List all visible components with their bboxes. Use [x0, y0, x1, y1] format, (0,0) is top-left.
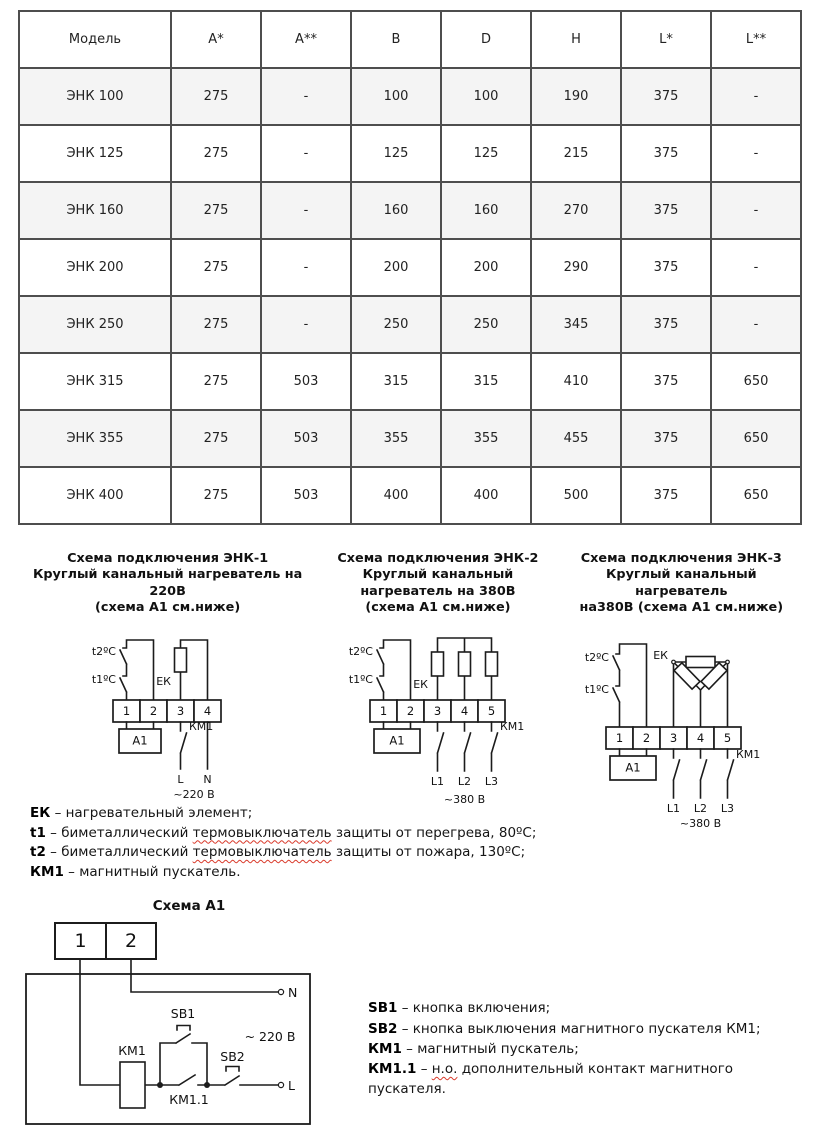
cell: - [261, 182, 351, 239]
legend-text: защиты от перегрева, 80ºС; [331, 824, 537, 841]
cell: 315 [441, 353, 531, 410]
terminal-1: 1 [380, 704, 388, 718]
cell: 375 [621, 239, 711, 296]
cell: 650 [711, 353, 801, 410]
legend-text: – магнитный пускатель; [406, 1040, 579, 1057]
cell-model: ЭНК 315 [19, 353, 171, 410]
terminal-2: 2 [407, 704, 415, 718]
schema-a1-block [18, 898, 354, 1144]
cell: 375 [621, 410, 711, 467]
col-header: B [351, 11, 441, 68]
cell: 160 [351, 182, 441, 239]
enk1-a1-module [119, 722, 161, 753]
cell: 125 [441, 125, 531, 182]
cell: 100 [351, 68, 441, 125]
terminal-2: 2 [124, 930, 138, 953]
a1-box-label: А1 [389, 733, 406, 748]
l-terminal-label: L [288, 1078, 295, 1094]
t1-label: t1ºC [349, 673, 374, 686]
heater-resistor [686, 657, 715, 668]
cell: - [261, 68, 351, 125]
line-l-label: L [177, 773, 184, 786]
table-row [19, 353, 801, 410]
cell: 275 [171, 410, 261, 467]
cell: - [261, 125, 351, 182]
legend-line [30, 843, 550, 863]
cell: 160 [441, 182, 531, 239]
cell: 315 [351, 353, 441, 410]
enk3-diagram [576, 622, 786, 830]
cell: - [261, 296, 351, 353]
t1-label: t1ºC [585, 683, 610, 696]
legend-line [368, 1059, 804, 1100]
cell: 250 [441, 296, 531, 353]
terminal-4: 4 [697, 731, 705, 745]
cell: 275 [171, 68, 261, 125]
cell: - [711, 182, 801, 239]
table-row [19, 467, 801, 524]
cell: 503 [261, 410, 351, 467]
terminal-4: 4 [461, 704, 469, 718]
cell: 503 [261, 467, 351, 524]
cell: 345 [531, 296, 621, 353]
line-l3-label: L3 [485, 775, 499, 788]
terminal-3: 3 [670, 731, 678, 745]
legend-line [368, 1019, 804, 1039]
terminal-1: 1 [122, 704, 130, 718]
legend-term: ЕК [30, 805, 51, 821]
cell: 275 [171, 467, 261, 524]
line-l1-label: L1 [667, 802, 681, 815]
legend-term: КМ1 [30, 863, 64, 880]
cell: 400 [351, 467, 441, 524]
km1-label: КМ1 [736, 748, 761, 761]
cell: 375 [621, 182, 711, 239]
table-row [19, 182, 801, 239]
terminal-1: 1 [74, 930, 87, 953]
schema-a1-legend [368, 998, 804, 1144]
legend-misspelled: термовыключатель [192, 844, 332, 861]
cell: 375 [621, 296, 711, 353]
cell: 200 [441, 239, 531, 296]
voltage-label: ~ 220 В [244, 1029, 296, 1045]
table-row [19, 410, 801, 467]
enk2-a1-module [374, 722, 420, 753]
cell: - [711, 68, 801, 125]
schema-a1-title: Схема А1 [152, 898, 226, 915]
cell: 410 [531, 353, 621, 410]
cell-model: ЭНК 200 [19, 239, 171, 296]
cell-model: ЭНК 125 [19, 125, 171, 182]
legend-text: – биметаллический [50, 844, 193, 861]
enk3-title-line1: Схема подключения ЭНК-3 [580, 551, 782, 566]
legend-line [30, 824, 550, 844]
km1-label: КМ1 [500, 720, 525, 733]
legend-misspelled: н.о. [431, 1061, 458, 1077]
cell: 275 [171, 239, 261, 296]
sb1-button-cap [177, 1026, 190, 1031]
cell: 100 [441, 68, 531, 125]
col-header-model: Модель [19, 11, 171, 68]
enk1-title-line1: Схема подключения ЭНК-1 [67, 551, 269, 566]
enk3-title [559, 551, 804, 616]
cell: 290 [531, 239, 621, 296]
enk1-terminal-strip [113, 700, 221, 722]
t2-label: t2ºC [585, 651, 610, 664]
enk3-title-line3: на380В (схема А1 см.ниже) [579, 599, 784, 615]
cell: 275 [171, 353, 261, 410]
legend-text: – магнитный пускатель. [68, 863, 241, 880]
cell: 355 [441, 410, 531, 467]
enk2-title [317, 551, 558, 616]
cell: 375 [621, 125, 711, 182]
a1-terminal-box [55, 923, 156, 959]
enk1-diagram [63, 622, 273, 802]
terminal-5: 5 [488, 704, 496, 718]
cell: - [711, 125, 801, 182]
enk3-a1-module [610, 749, 656, 780]
t2-label: t2ºC [91, 645, 116, 658]
legend-term: КМ1.1 [368, 1061, 417, 1077]
terminal-3: 3 [434, 704, 442, 718]
heater-resistor [459, 652, 471, 676]
table-row [19, 125, 801, 182]
cell: 275 [171, 296, 261, 353]
line-l3-label: L3 [721, 802, 735, 815]
terminal-2: 2 [643, 731, 651, 745]
km1-label: КМ1 [118, 1043, 146, 1059]
cell: - [261, 239, 351, 296]
voltage-label: ~380 В [680, 817, 722, 830]
col-header: H [531, 11, 621, 68]
terminal-3: 3 [176, 704, 184, 718]
ek-label: ЕК [155, 675, 171, 688]
cell: 275 [171, 125, 261, 182]
terminal-5: 5 [724, 731, 732, 745]
cell: 375 [621, 68, 711, 125]
a1-box-label: А1 [132, 733, 148, 748]
ek-label: ЕК [653, 649, 669, 662]
cell: 650 [711, 410, 801, 467]
legend-text: – [420, 1061, 432, 1077]
col-header: L** [711, 11, 801, 68]
cell: 200 [351, 239, 441, 296]
enk2-km1-contacts [438, 722, 498, 771]
a1-box-label: А1 [625, 760, 641, 775]
cell: 375 [621, 467, 711, 524]
legend-term: SB1 [368, 1000, 398, 1017]
table-row [19, 296, 801, 353]
legend-term: t1 [30, 824, 46, 841]
schema-a1-section [18, 898, 804, 1144]
enk3-column [559, 551, 804, 830]
cell: 500 [531, 467, 621, 524]
cell-model: ЭНК 355 [19, 410, 171, 467]
terminal-2: 2 [149, 704, 157, 718]
table-row [19, 68, 801, 125]
cell: 270 [531, 182, 621, 239]
enk1-title-line3: (схема А1 см.ниже) [95, 599, 241, 615]
cell: 250 [351, 296, 441, 353]
cell-model: ЭНК 160 [19, 182, 171, 239]
voltage-label: ~380 В [444, 793, 486, 806]
enk2-title-line3: (схема А1 см.ниже) [365, 599, 511, 615]
a1-enclosure [26, 974, 310, 1124]
col-header: A** [261, 11, 351, 68]
enk3-km1-contacts [674, 749, 734, 798]
cell: 275 [171, 182, 261, 239]
enk3-delta-heaters [672, 657, 730, 728]
t2-label: t2ºC [349, 645, 374, 658]
cell: - [711, 296, 801, 353]
table-row [19, 239, 801, 296]
enk3-title-line2: Круглый канальный нагреватель [605, 567, 757, 599]
cell: 503 [261, 353, 351, 410]
heater-resistor [486, 652, 498, 676]
enk2-thermal-loop [377, 640, 411, 700]
legend-text: дополнительный контакт магнитного пускателя. [368, 1061, 734, 1098]
legend-term: t2 [30, 844, 46, 861]
line-n-label: N [202, 773, 212, 786]
cell-model: ЭНК 400 [19, 467, 171, 524]
km1-coil [120, 1062, 145, 1108]
dimensions-table [18, 10, 802, 525]
cell: 125 [351, 125, 441, 182]
voltage-label: ~220 В [172, 788, 215, 801]
enk3-thermal-loop [613, 644, 647, 727]
terminal-1: 1 [616, 731, 624, 745]
enk2-title-line2: Круглый канальный нагреватель на 380В [360, 567, 516, 599]
cell: 455 [531, 410, 621, 467]
cell: 400 [441, 467, 531, 524]
col-header: A* [171, 11, 261, 68]
km11-label: КМ1.1 [169, 1092, 209, 1108]
legend-misspelled: термовыключатель [192, 824, 332, 841]
terminal-4: 4 [203, 704, 211, 718]
cell-model: ЭНК 100 [19, 68, 171, 125]
legend-line [368, 1039, 804, 1059]
enk2-title-line1: Схема подключения ЭНК-2 [337, 551, 539, 566]
legend-text: защиты от пожара, 130ºС; [331, 844, 526, 861]
cell-model: ЭНК 250 [19, 296, 171, 353]
legend-text: – нагревательный элемент; [54, 805, 253, 821]
line-l1-label: L1 [431, 775, 445, 788]
legend-text: – биметаллический [50, 824, 193, 841]
enk1-heater-loop [174, 640, 207, 700]
cell: 375 [621, 353, 711, 410]
cell: 355 [351, 410, 441, 467]
cell: 190 [531, 68, 621, 125]
heater-resistor [432, 652, 444, 676]
legend-term: КМ1 [368, 1040, 402, 1057]
sb1-label: SB1 [170, 1006, 196, 1022]
t1-label: t1ºC [91, 673, 116, 686]
schema-a1-diagram [18, 914, 348, 1140]
wiring-diagrams-row [18, 551, 804, 830]
legend-line [368, 998, 804, 1018]
enk2-column [317, 551, 558, 830]
line-l2-label: L2 [458, 775, 472, 788]
enk1-title [18, 551, 317, 616]
cell: 650 [711, 467, 801, 524]
line-l2-label: L2 [694, 802, 708, 815]
enk2-terminal-strip [370, 700, 505, 722]
n-terminal-label: N [288, 985, 298, 1001]
enk1-column [18, 551, 317, 830]
sb2-label: SB2 [220, 1049, 245, 1065]
legend-text: – кнопка выключения магнитного пускателя КМ1; [401, 1020, 761, 1037]
heater-resistor [174, 648, 186, 672]
km1-label: КМ1 [188, 720, 213, 733]
table-header-row [19, 11, 801, 68]
legend-text: – кнопка включения; [401, 1000, 551, 1017]
enk1-title-line2: Круглый канальный нагреватель на 220В [32, 567, 303, 599]
enk2-diagram [330, 622, 545, 808]
cell: - [711, 239, 801, 296]
enk3-terminal-strip [606, 727, 741, 749]
col-header: L* [621, 11, 711, 68]
ek-label: ЕК [413, 678, 429, 691]
enk2-heater-bus [432, 638, 498, 700]
legend-term: SB2 [368, 1020, 398, 1037]
col-header: D [441, 11, 531, 68]
enk1-thermal-loop [120, 640, 154, 700]
a1-wires [80, 959, 278, 1085]
cell: 215 [531, 125, 621, 182]
sb2-button-cap [226, 1067, 239, 1072]
legend-line [30, 863, 550, 883]
